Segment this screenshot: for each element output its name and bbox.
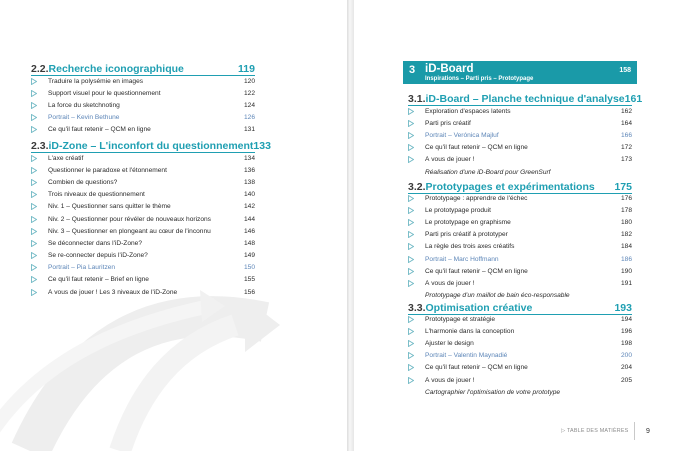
entry-page: 173 xyxy=(620,156,632,164)
entry-page: 131 xyxy=(243,126,255,134)
toc-entry[interactable] xyxy=(31,237,255,249)
entry-title: Ce qu'il faut retenir – Brief en ligne xyxy=(48,276,149,284)
toc-entry[interactable] xyxy=(408,154,632,166)
triangle-bullet-icon xyxy=(408,219,425,226)
section-title: iD-Zone – L'inconfort du questionnement xyxy=(48,140,254,152)
entry-page: 134 xyxy=(243,154,255,162)
entry-title: Portrait – Verónica Majluf xyxy=(425,131,499,139)
triangle-bullet-icon xyxy=(31,102,48,109)
toc-entry[interactable] xyxy=(31,99,255,111)
toc-entry-portrait[interactable] xyxy=(408,350,632,362)
entry-page: 180 xyxy=(620,218,632,226)
triangle-bullet-icon xyxy=(408,352,425,359)
toc-entry[interactable] xyxy=(31,250,255,262)
toc-entry[interactable] xyxy=(408,325,632,337)
entry-title: Exploration d'espaces latents xyxy=(425,107,511,115)
toc-entry-portrait[interactable] xyxy=(31,112,255,124)
entry-title: Parti pris créatif à prototyper xyxy=(425,231,508,239)
entry-page: 120 xyxy=(243,77,255,85)
triangle-bullet-icon xyxy=(31,114,48,121)
triangle-bullet-icon xyxy=(408,328,425,335)
entry-page: 149 xyxy=(243,252,255,260)
entry-title: Ajuster le design xyxy=(425,339,474,347)
triangle-bullet-icon xyxy=(408,132,425,139)
entry-title: À vous de jouer ! Les 3 niveaux de l'iD-Zone xyxy=(48,288,178,296)
entry-title: Portrait – Marc Hoffmann xyxy=(425,255,499,263)
toc-entry-portrait[interactable] xyxy=(408,253,632,265)
triangle-bullet-icon xyxy=(31,289,48,296)
triangle-bullet-icon xyxy=(408,207,425,214)
section-entries-3-2 xyxy=(408,192,632,302)
entry-title: Se déconnecter dans l'iD-Zone? xyxy=(48,239,142,247)
section-title: Prototypages et expérimentations xyxy=(425,181,595,193)
entry-page: 196 xyxy=(620,327,632,335)
toc-entry[interactable] xyxy=(31,274,255,286)
entry-page: 176 xyxy=(620,194,632,202)
entry-page: 136 xyxy=(243,166,255,174)
toc-entry[interactable] xyxy=(31,75,255,87)
entry-page: 146 xyxy=(243,227,255,235)
entry-page: 164 xyxy=(620,119,632,127)
toc-entry[interactable] xyxy=(408,337,632,349)
triangle-bullet-icon xyxy=(408,364,425,371)
entry-title: Prototypage d'un maillot de bain éco-responsable xyxy=(425,292,570,300)
entry-title: Niv. 1 – Questionner sans quitter le thème xyxy=(48,203,171,211)
section-title: Recherche iconographique xyxy=(48,63,184,75)
triangle-bullet-icon xyxy=(408,268,425,275)
entry-title: La règle des trois axes créatifs xyxy=(425,243,515,251)
entry-page: 124 xyxy=(243,101,255,109)
triangle-bullet-icon xyxy=(408,243,425,250)
entry-title: Support visuel pour le questionnement xyxy=(48,89,161,97)
entry-title: Trois niveaux de questionnement xyxy=(48,191,145,199)
section-number: 2.3. xyxy=(31,140,49,152)
chapter-title: iD-Board xyxy=(425,63,474,75)
triangle-bullet-icon xyxy=(408,280,425,287)
triangle-bullet-icon xyxy=(408,377,425,384)
section-page: 161 xyxy=(624,93,643,105)
toc-entry[interactable] xyxy=(408,265,632,277)
entry-title: Cartographier l'optimisation de votre prototype xyxy=(425,388,561,396)
entry-title: Se re-connecter depuis l'iD-Zone? xyxy=(48,252,148,260)
toc-entry[interactable] xyxy=(408,277,632,289)
entry-title: Prototypage et stratégie xyxy=(425,315,496,323)
toc-entry[interactable] xyxy=(31,164,255,176)
page-number: 9 xyxy=(646,428,650,435)
entry-page: 184 xyxy=(620,243,632,251)
toc-entry[interactable] xyxy=(408,204,632,216)
entry-title: Ce qu'il faut retenir – QCM en ligne xyxy=(425,144,528,152)
entry-title: Le prototypage en graphisme xyxy=(425,218,511,226)
entry-title: Ce qu'il faut retenir – QCM en ligne xyxy=(425,364,528,372)
toc-entry[interactable] xyxy=(408,229,632,241)
toc-entry[interactable] xyxy=(31,152,255,164)
entry-page: 156 xyxy=(243,288,255,296)
triangle-bullet-icon xyxy=(408,256,425,263)
triangle-bullet-icon xyxy=(408,231,425,238)
triangle-bullet-icon xyxy=(31,155,48,162)
section-entries-2-2 xyxy=(31,75,255,136)
triangle-bullet-icon xyxy=(31,264,48,271)
section-entries-3-1 xyxy=(408,105,632,178)
section-entries-2-3 xyxy=(31,152,255,298)
toc-entry[interactable] xyxy=(31,176,255,188)
triangle-bullet-icon xyxy=(408,156,425,163)
chapter-page: 158 xyxy=(619,67,631,74)
section-heading-2-2[interactable] xyxy=(31,63,255,75)
entry-title: La force du sketchnoting xyxy=(48,101,120,109)
toc-entry[interactable] xyxy=(31,213,255,225)
book-gutter xyxy=(347,0,354,451)
triangle-bullet-icon xyxy=(31,240,48,247)
toc-entry-portrait[interactable] xyxy=(31,262,255,274)
triangle-bullet-icon xyxy=(408,108,425,115)
section-number: 3.1. xyxy=(408,93,426,105)
toc-entry[interactable] xyxy=(31,189,255,201)
toc-entry[interactable] xyxy=(408,117,632,129)
section-page: 193 xyxy=(614,302,632,314)
toc-entry[interactable] xyxy=(408,313,632,325)
entry-page: 166 xyxy=(620,131,632,139)
entry-page: 142 xyxy=(243,203,255,211)
section-page: 175 xyxy=(614,181,632,193)
chapter-number: 3 xyxy=(409,64,416,76)
entry-page: 198 xyxy=(620,339,632,347)
entry-title: Portrait – Valentin Maynadié xyxy=(425,352,508,360)
entry-page: 204 xyxy=(620,364,632,372)
toc-entry[interactable] xyxy=(408,241,632,253)
section-heading-3-1[interactable] xyxy=(408,93,643,105)
entry-title: Niv. 3 – Questionner en plongeant au cœur de l'inconnu xyxy=(48,227,211,235)
section-entries-3-3 xyxy=(408,313,632,398)
toc-note xyxy=(408,386,632,398)
toc-entry[interactable] xyxy=(408,142,632,154)
section-title: iD-Board – Planche technique d'analyse xyxy=(425,93,625,105)
entry-page: 178 xyxy=(620,206,632,214)
entry-page: 194 xyxy=(620,315,632,323)
entry-page: 200 xyxy=(620,352,632,360)
toc-note xyxy=(408,290,632,302)
toc-entry[interactable] xyxy=(31,201,255,213)
entry-title: Ce qu'il faut retenir – QCM en ligne xyxy=(48,126,151,134)
triangle-bullet-icon xyxy=(31,167,48,174)
entry-title: L'harmonie dans la conception xyxy=(425,327,515,335)
entry-page: 126 xyxy=(243,114,255,122)
toc-entry[interactable] xyxy=(31,87,255,99)
running-head: ▷ TABLE DES MATIÈRES xyxy=(561,428,629,434)
toc-entry[interactable] xyxy=(31,225,255,237)
footer-divider xyxy=(634,422,635,440)
entry-title: À vous de jouer ! xyxy=(425,156,475,164)
entry-title: L'axe créatif xyxy=(48,154,84,162)
entry-title: Niv. 2 – Questionner pour révéler de nouveaux horizons xyxy=(48,215,211,223)
entry-page: 191 xyxy=(620,279,632,287)
entry-title: Prototypage : apprendre de l'échec xyxy=(425,194,528,202)
section-page: 119 xyxy=(238,63,255,75)
triangle-bullet-icon xyxy=(31,216,48,223)
entry-title: À vous de jouer ! xyxy=(425,279,475,287)
entry-title: À vous de jouer ! xyxy=(425,376,475,384)
section-page: 133 xyxy=(253,140,271,152)
triangle-bullet-icon xyxy=(408,120,425,127)
entry-page: 190 xyxy=(620,267,632,275)
triangle-bullet-icon xyxy=(31,203,48,210)
entry-title: Parti pris créatif xyxy=(425,119,471,127)
entry-page: 150 xyxy=(243,264,255,272)
toc-entry[interactable] xyxy=(408,216,632,228)
entry-page: 148 xyxy=(243,239,255,247)
toc-entry[interactable] xyxy=(408,192,632,204)
triangle-bullet-icon xyxy=(31,191,48,198)
entry-page: 122 xyxy=(243,89,255,97)
toc-entry[interactable] xyxy=(408,362,632,374)
entry-page: 205 xyxy=(620,376,632,384)
triangle-bullet-icon xyxy=(31,276,48,283)
triangle-bullet-icon xyxy=(31,179,48,186)
triangle-bullet-icon xyxy=(31,78,48,85)
entry-page: 155 xyxy=(243,276,255,284)
toc-entry-portrait[interactable] xyxy=(408,129,632,141)
toc-entry[interactable] xyxy=(408,374,632,386)
entry-page: 162 xyxy=(620,107,632,115)
triangle-bullet-icon xyxy=(31,252,48,259)
entry-page: 186 xyxy=(620,255,632,263)
triangle-bullet-icon xyxy=(31,126,48,133)
toc-entry[interactable] xyxy=(31,124,255,136)
entry-page: 172 xyxy=(620,144,632,152)
entry-title: Portrait – Pia Lauritzen xyxy=(48,264,116,272)
section-title: Optimisation créative xyxy=(425,302,533,314)
entry-page: 138 xyxy=(243,178,255,186)
toc-entry[interactable] xyxy=(31,286,255,298)
entry-title: Questionner le paradoxe et l'étonnement xyxy=(48,166,167,174)
section-number: 2.2. xyxy=(31,63,49,75)
section-heading-2-3[interactable] xyxy=(31,140,271,152)
entry-title: Ce qu'il faut retenir – QCM en ligne xyxy=(425,267,528,275)
chapter-subtitle: Inspirations – Parti pris – Prototypage xyxy=(425,76,534,82)
entry-title: Réalisation d'une iD-Board pour GreenSurf xyxy=(425,168,551,176)
triangle-bullet-icon xyxy=(408,316,425,323)
entry-page: 140 xyxy=(243,191,255,199)
entry-title: Traduire la polysémie en images xyxy=(48,77,144,85)
toc-note xyxy=(408,166,632,178)
triangle-bullet-icon xyxy=(31,228,48,235)
triangle-bullet-icon xyxy=(408,340,425,347)
section-number: 3.2. xyxy=(408,181,426,193)
triangle-bullet-icon xyxy=(408,144,425,151)
triangle-bullet-icon xyxy=(408,195,425,202)
entry-title: Portrait – Kevin Bethune xyxy=(48,114,120,122)
entry-page: 182 xyxy=(620,231,632,239)
entry-page: 144 xyxy=(243,215,255,223)
entry-title: Combien de questions? xyxy=(48,178,118,186)
section-number: 3.3. xyxy=(408,302,426,314)
toc-entry[interactable] xyxy=(408,105,632,117)
chapter-header[interactable] xyxy=(403,61,637,84)
entry-title: Le prototypage produit xyxy=(425,206,491,214)
triangle-bullet-icon xyxy=(31,90,48,97)
